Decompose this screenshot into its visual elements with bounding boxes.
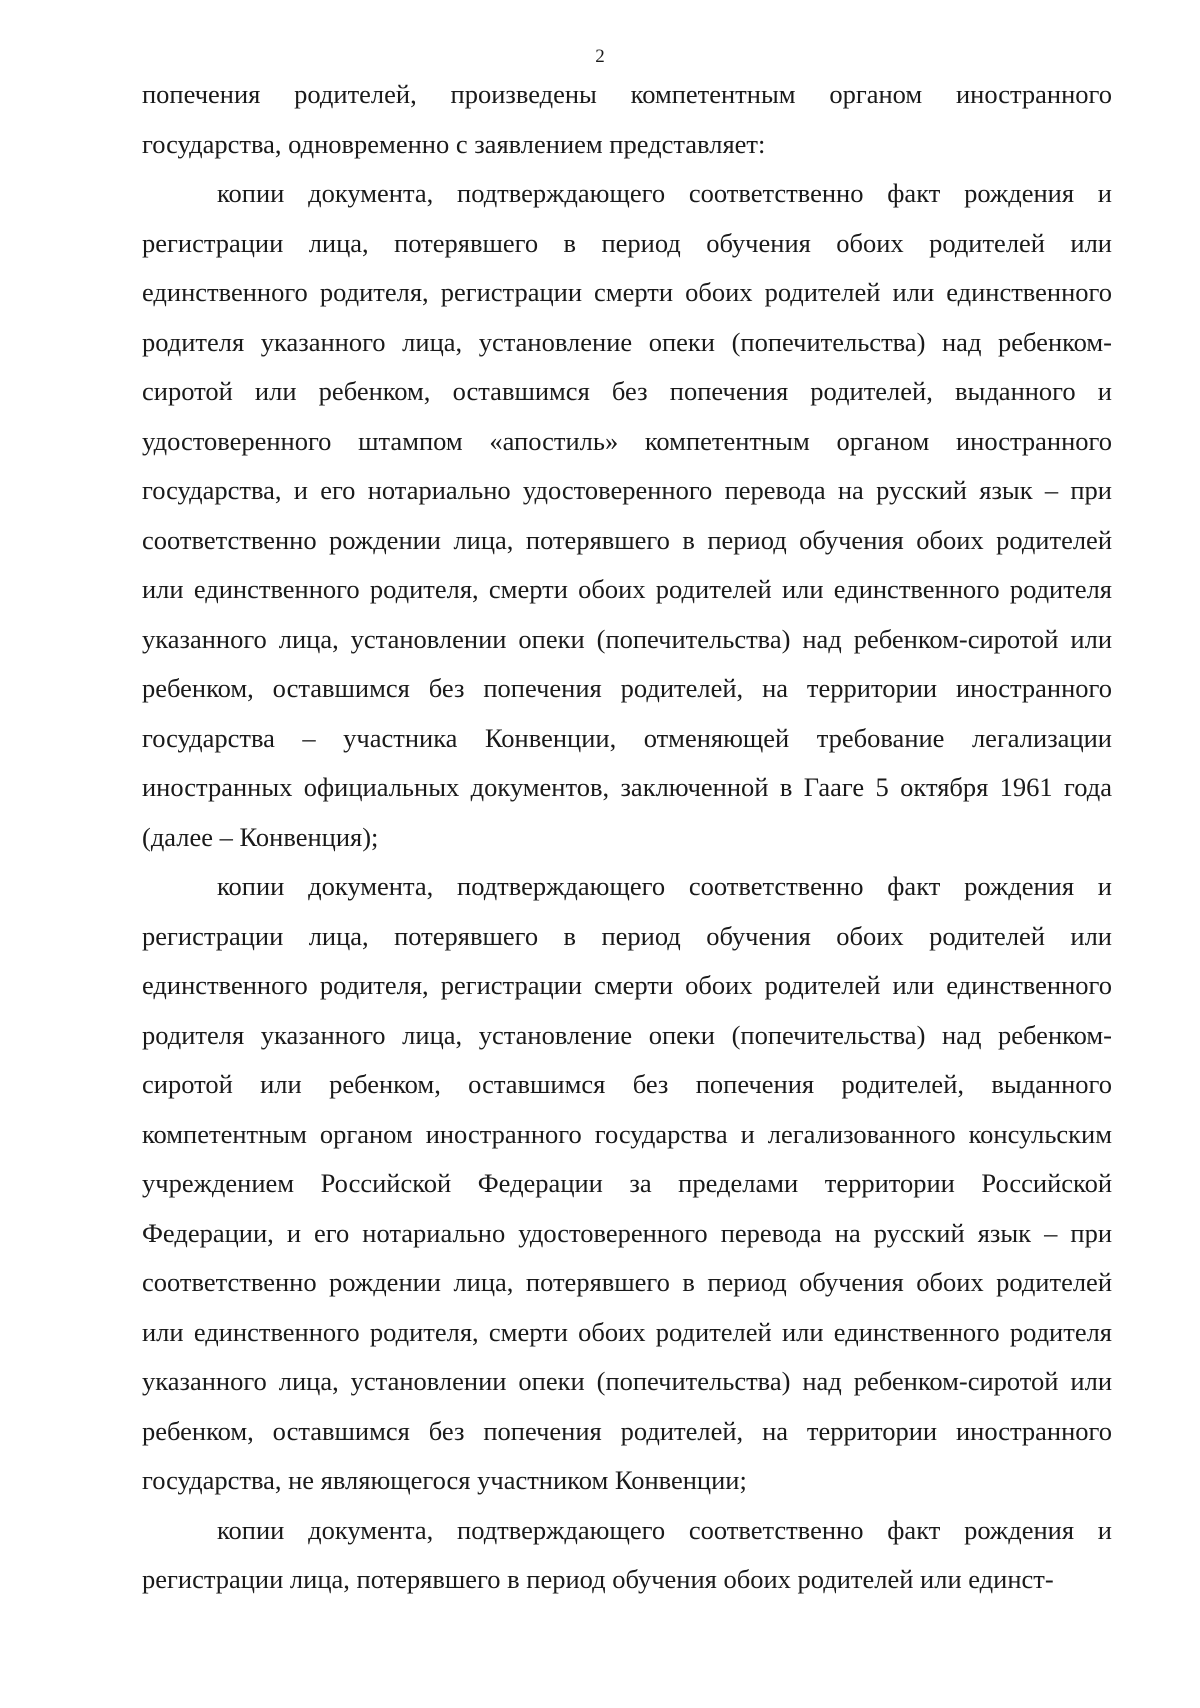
document-body (142, 70, 1112, 1605)
page-number: 2 (595, 46, 605, 67)
paragraph-legalized-copies: копии документа, подтверждающего соответственно факт рождения и регистрации лица, потерявшего в период обучения обоих родителей или единственного родителя, регистрации смерти обоих родителей или единственного родителя указанного лица, установление опеки (попечительства) над ребенком-сиротой или ребенком, оставшимся без попечения родителей, выданного компетентным органом иностранного государства и легализованного консульским учреждением Российской Федерации за пределами территории Российской Федерации, и его нотариально удостоверенного перевода на русский язык – при соответственно рождении лица, потерявшего в период обучения обоих родителей или единственного родителя, смерти обоих родителей или единственного родителя указанного лица, установлении опеки (попечительства) над ребенком-сиротой или ребенком, оставшимся без попечения родителей, на территории иностранного государства, не являющегося участником Конвенции; (142, 871, 1112, 1495)
paragraph-document-copies: копии документа, подтверждающего соответственно факт рождения и регистрации лица, потерявшего в период обучения обоих родителей или единст- (142, 1514, 1112, 1594)
paragraph-apostille-copies: копии документа, подтверждающего соответственно факт рождения и регистрации лица, потерявшего в период обучения обоих родителей или единственного родителя, регистрации смерти обоих родителей или единственного родителя указанного лица, установление опеки (попечительства) над ребенком-сиротой или ребенком, оставшимся без попечения родителей, выданного и удостоверенного штампом «апостиль» компетентным органом иностранного государства, и его нотариально удостоверенного перевода на русский язык – при соответственно рождении лица, потерявшего в период обучения обоих родителей или единственного родителя, смерти обоих родителей или единственного родителя указанного лица, установлении опеки (попечительства) над ребенком-сиротой или ребенком, оставшимся без попечения родителей, на территории иностранного государства – участника Конвенции, отменяющей требование легализации иностранных официальных документов, заключенной в Гааге 5 октября 1961 года (далее – Конвенция); (142, 178, 1112, 852)
paragraph-continuation: попечения родителей, произведены компетентным органом иностранного государства, одновременно с заявлением представляет: (142, 79, 1112, 159)
